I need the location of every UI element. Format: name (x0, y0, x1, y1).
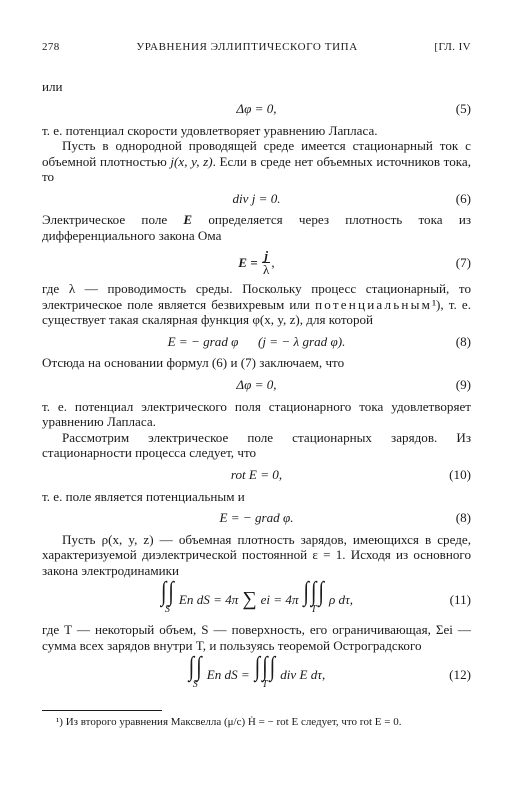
footnote-rule (42, 710, 162, 711)
equation-6 (42, 188, 471, 208)
equation-9-number: (9) (455, 377, 471, 393)
equation-10 (42, 465, 471, 485)
equation-11-limit-t: T (310, 603, 317, 615)
equation-7-fraction (261, 249, 271, 276)
equation-12-limit-s: S (192, 678, 198, 690)
page-number: 278 (42, 41, 60, 53)
paragraph-8: т. е. поле является потенциальным и (42, 488, 245, 504)
equation-11-limit-s: S (164, 603, 170, 615)
equation-6-number: (6) (455, 190, 471, 206)
equation-12-limit-t: T (262, 678, 268, 690)
paragraph-4 (42, 281, 471, 327)
page-header (42, 40, 471, 55)
paragraph-2-text-b: . Если в среде нет объемных источников тока, то (42, 153, 472, 185)
equation-8a (42, 331, 471, 351)
paragraph-9: Пусть ρ(x, y, z) — объемная плотность зарядов, имеющихся в среде, характеризуемой диэлектрической постоянной ε = 1. Исходя из основного закона электродинамики (42, 531, 471, 578)
footnote: ¹) Из второго уравнения Максвелла (μ/c) Ḣ = − rot E следует, что rot E = 0. (56, 715, 402, 728)
paragraph-2-text-a: Пусть в однородной проводящей среде имеется стационарный ток с объемной плотностью (42, 138, 471, 169)
paragraph-4-emphasis: потенциальным (315, 296, 433, 312)
equation-11-triple-integral: ∫ ∫ ∫ T (303, 577, 324, 615)
equation-7-number: (7) (455, 254, 471, 270)
equation-11-right: ρ dτ, (328, 592, 354, 608)
paragraph-1: т. е. потенциал скорости удовлетворяет уравнению Лапласа. (42, 122, 378, 138)
equation-12-left: En dS = (206, 667, 250, 683)
equation-10-number: (10) (449, 466, 471, 482)
equation-7-numerator: j (264, 247, 269, 263)
equation-10-expr: rot E = 0, (230, 466, 283, 482)
running-title: УРАВНЕНИЯ ЭЛЛИПТИЧЕСКОГО ТИПА (136, 41, 358, 53)
equation-8a-number: (8) (455, 333, 471, 349)
equation-6-expr: div j = 0. (232, 190, 281, 206)
equation-7-denominator: λ (263, 261, 270, 277)
paragraph-4-text-b: ¹), т. е. существует такая скалярная функция φ(x, y, z), для которой (42, 296, 472, 328)
equation-9 (42, 375, 471, 395)
equation-12-number: (12) (449, 667, 471, 683)
text-ili: или (42, 79, 63, 95)
paragraph-3-symbol: E (183, 212, 193, 228)
paragraph-10: где T — некоторый объем, S — поверхность, его ограничивающая, Σei — сумма всех зарядов внутри T, и пользуясь теоремой Остроградского (42, 622, 471, 653)
equation-8a-expr: E = − grad φ (j = − λ grad φ). (167, 333, 346, 349)
paragraph-2-formula: j(x, y, z) (170, 153, 213, 169)
paragraph-5: Отсюда на основании формул (6) и (7) заключаем, что (42, 355, 345, 371)
equation-8b (42, 508, 471, 528)
equation-12-triple-integral: ∫ ∫ ∫ T (254, 652, 276, 690)
chapter-label: [ГЛ. IV (434, 41, 471, 53)
equation-12 (42, 652, 471, 692)
equation-12-right: div E dτ, (280, 667, 326, 683)
equation-11-sum: ei = 4π (260, 592, 299, 608)
equation-7-comma: , (271, 254, 275, 270)
equation-12-double-integral: ∫ ∫ S (188, 652, 202, 690)
paragraph-7: Рассмотрим электрическое поле стационарных зарядов. Из стационарности процесса следует, что (42, 429, 471, 461)
paragraph-3-text-a: Электрическое поле (42, 212, 184, 228)
paragraph-6: т. е. потенциал электрического поля стационарного тока удовлетворяет уравнению Лапласа. (42, 398, 471, 430)
equation-5 (42, 99, 471, 119)
paragraph-2 (42, 138, 471, 184)
paragraph-4-text-a: где λ — проводимость среды. Поскольку процесс стационарный, то электрическое поле является безвихревым или (42, 281, 471, 312)
equation-11-number: (11) (449, 592, 471, 608)
equation-9-expr: Δφ = 0, (236, 377, 277, 393)
equation-5-number: (5) (455, 101, 471, 117)
equation-8b-number: (8) (455, 510, 471, 526)
paragraph-3 (42, 212, 471, 243)
equation-7-lhs: E = (238, 254, 258, 270)
equation-11-left: En dS = 4π (178, 592, 239, 608)
equation-11 (42, 577, 471, 617)
sum-symbol: ∑ (242, 588, 257, 611)
equation-7 (42, 247, 471, 277)
equation-8b-expr: E = − grad φ. (219, 510, 294, 526)
paragraph-3-text-b: определяется через плотность тока из дифференциального закона Ома (42, 212, 471, 243)
equation-5-expr: Δφ = 0, (236, 101, 277, 117)
equation-11-double-integral: ∫ ∫ S (160, 577, 174, 615)
